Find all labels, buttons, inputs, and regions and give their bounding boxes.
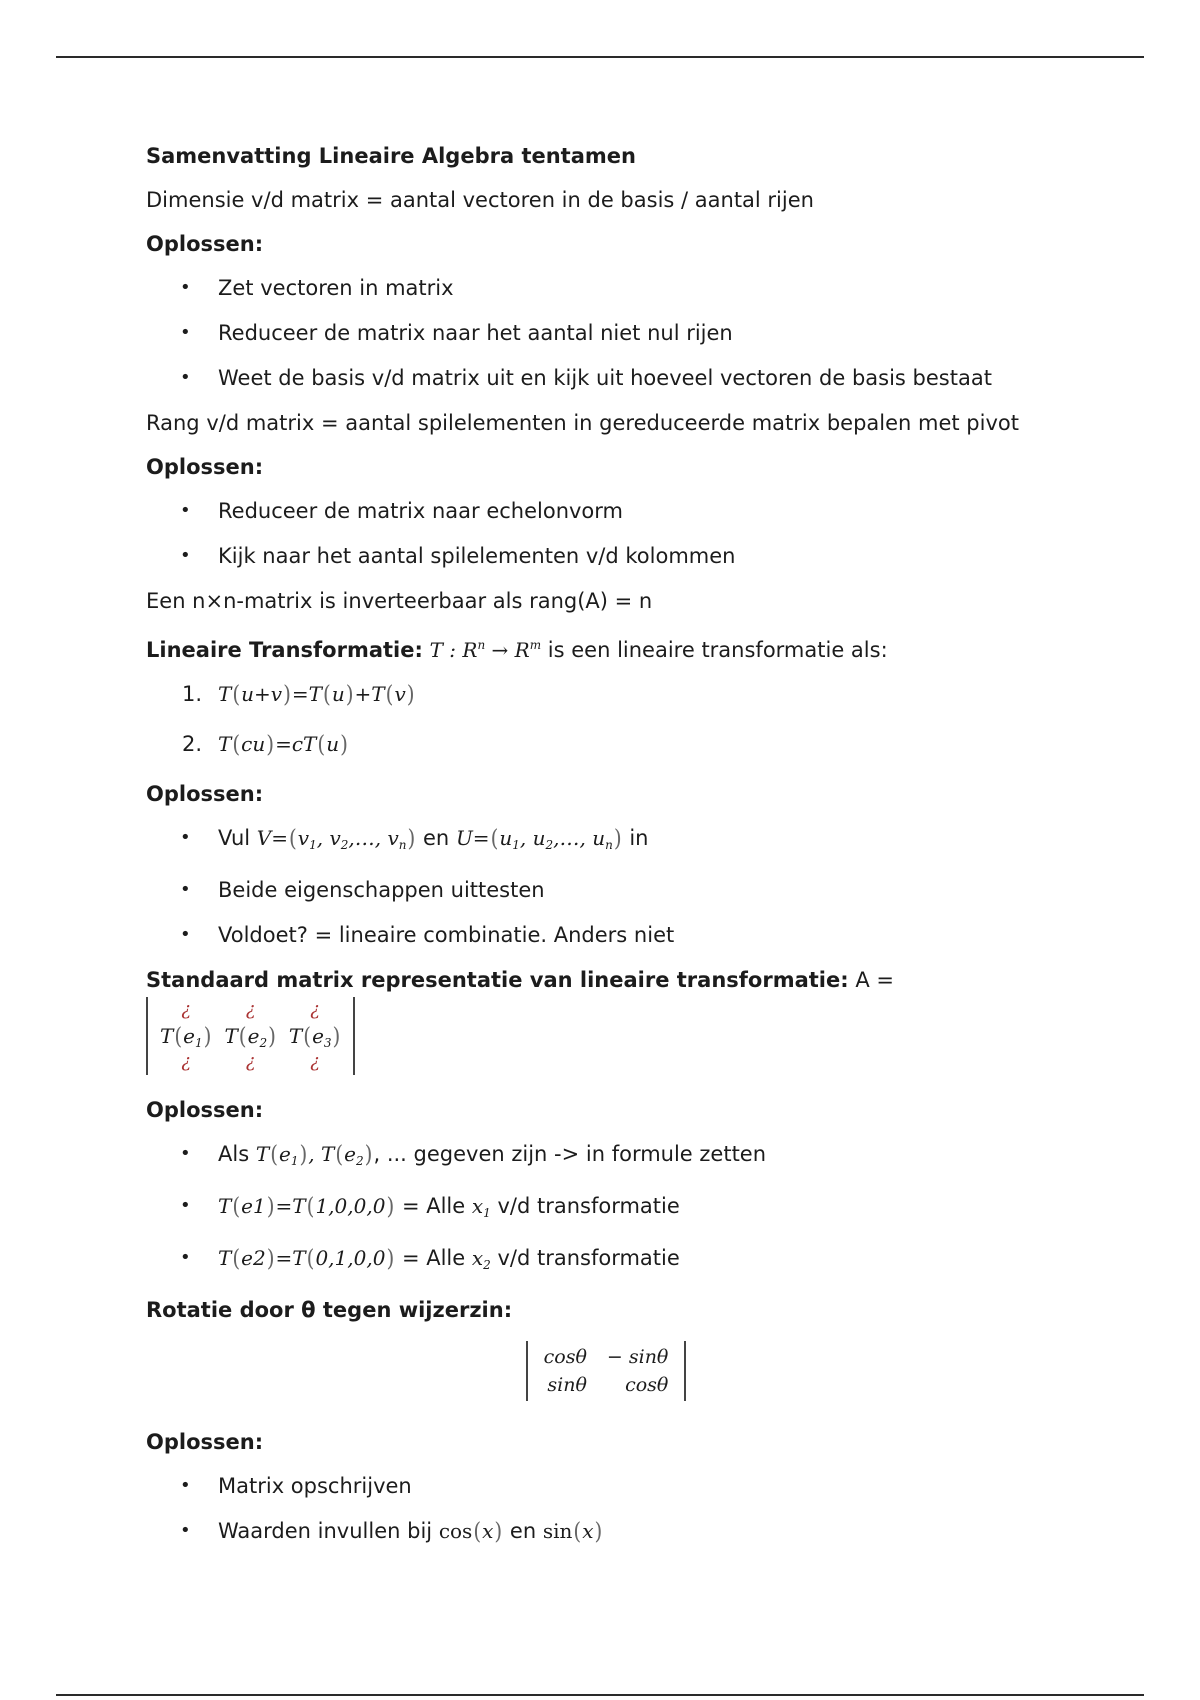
list-item: 1. T(u+v)=T(u)+T(v) xyxy=(182,680,415,708)
document-body xyxy=(146,143,1066,1563)
matrix-cell: cosθ xyxy=(543,1346,587,1368)
bullet-icon: • xyxy=(180,1247,191,1268)
list-item: • Reduceer de matrix naar echelonvorm xyxy=(180,499,623,523)
list-item: • Voldoet? = lineaire combinatie. Anders niet xyxy=(180,923,675,947)
bullet-icon: • xyxy=(180,1520,191,1541)
bullet-icon: • xyxy=(180,879,191,900)
v-vector-formula: $V=(v_1$, $v_2,\dots$, $v_n$) xyxy=(256,824,416,852)
rotation-matrix-wrap xyxy=(146,1341,1066,1407)
lt-rest: is een lineaire transformatie als: xyxy=(547,638,888,662)
lt-steps-list xyxy=(146,825,1066,948)
list-item: 2. T(cu)=cT(u) xyxy=(182,730,348,758)
list-item: • Zet vectoren in matrix xyxy=(180,276,454,300)
bullet-icon: • xyxy=(180,827,191,848)
oplossen-heading: Oplossen: xyxy=(146,782,264,806)
dimensie-paragraph: Dimensie v/d matrix = aantal vectoren in de basis / aantal rijen xyxy=(146,188,814,212)
rang-steps-list xyxy=(146,498,1066,569)
bullet-icon: • xyxy=(180,1195,191,1216)
list-item: • T(e2)=T(0,1,0,0) = Alle $x_2$ v/d transformatie xyxy=(180,1244,680,1272)
rotation-steps-list xyxy=(146,1473,1066,1544)
lt-formula: T : $R^n \to R^m$ xyxy=(429,638,542,662)
lt-definition xyxy=(146,632,1066,663)
list-item: • T(e1)=T(1,0,0,0) = Alle $x_1$ v/d transformatie xyxy=(180,1192,680,1220)
oplossen-heading: Oplossen: xyxy=(146,455,264,479)
matrix-cell: cosθ xyxy=(625,1374,669,1396)
rotation-heading: Rotatie door θ tegen wijzerzin: xyxy=(146,1298,513,1322)
matrix-cell: − sinθ xyxy=(606,1346,669,1368)
std-heading: Standaard matrix representatie van lineaire transformatie: xyxy=(146,968,849,992)
bullet-icon: • xyxy=(180,924,191,945)
matrix-cell: sinθ xyxy=(547,1374,587,1396)
rang-paragraph: Rang v/d matrix = aantal spilelementen in gereduceerde matrix bepalen met pivot xyxy=(146,411,1019,435)
homogeneity-formula: T(cu)=cT(u) xyxy=(218,730,348,758)
lt-heading: Lineaire Transformatie: xyxy=(146,638,423,662)
matrix-column: ¿ $T(e_2)$ ¿ xyxy=(224,999,276,1072)
additivity-formula: T(u+v)=T(u)+T(v) xyxy=(218,680,415,708)
document-title: Samenvatting Lineaire Algebra tentamen xyxy=(146,144,636,168)
matrix-column: ¿ $T(e_1)$ ¿ xyxy=(160,999,212,1072)
bullet-icon: • xyxy=(180,500,191,521)
oplossen-heading: Oplossen: xyxy=(146,232,264,256)
bullet-icon: • xyxy=(180,1143,191,1164)
std-steps-list xyxy=(146,1141,1066,1278)
list-item: • Vul $V=(v_1$, $v_2,\dots$, $v_n$) en $U=(u_1$, $u_2,\dots$, $u_n$) in xyxy=(180,824,649,852)
bullet-icon: • xyxy=(180,545,191,566)
header-rule xyxy=(56,56,1144,58)
bullet-icon: • xyxy=(180,1475,191,1496)
list-item: • Waarden invullen bij cos(x) en sin(x) xyxy=(180,1517,603,1545)
list-item: • Matrix opschrijven xyxy=(180,1474,412,1498)
standard-matrix xyxy=(146,997,355,1075)
inverteerbaar-paragraph: Een n×n-matrix is inverteerbaar als rang(A) = n xyxy=(146,589,653,613)
std-matrix-definition: Standaard matrix representatie van lineaire transformatie: A = xyxy=(146,968,894,992)
footer-rule xyxy=(56,1694,1144,1696)
list-item: • Beide eigenschappen uittesten xyxy=(180,878,545,902)
oplossen-heading: Oplossen: xyxy=(146,1430,264,1454)
bullet-icon: • xyxy=(180,277,191,298)
list-item: • Reduceer de matrix naar het aantal niet nul rijen xyxy=(180,321,733,345)
list-item: • Weet de basis v/d matrix uit en kijk uit hoeveel vectoren de basis bestaat xyxy=(180,366,992,390)
list-item: • Als $T(e_1)$, $T(e_2)$, ... gegeven zijn -> in formule zetten xyxy=(180,1140,767,1168)
list-item: • Kijk naar het aantal spilelementen v/d kolommen xyxy=(180,544,736,568)
u-vector-formula: $U=(u_1$, $u_2,\dots$, $u_n$) xyxy=(455,824,622,852)
dim-steps-list xyxy=(146,275,1066,391)
bullet-icon: • xyxy=(180,322,191,343)
oplossen-heading: Oplossen: xyxy=(146,1098,264,1122)
rotation-matrix xyxy=(526,1341,687,1401)
bullet-icon: • xyxy=(180,367,191,388)
matrix-column: ¿ $T(e_3)$ ¿ xyxy=(288,999,341,1072)
lt-properties-list xyxy=(146,681,1066,757)
